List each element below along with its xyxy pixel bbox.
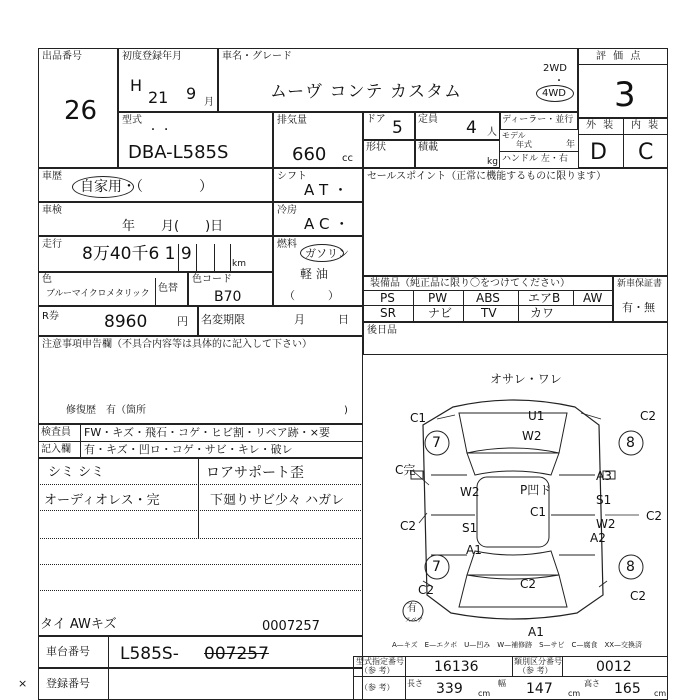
spec-ref: （参 考）: [360, 683, 395, 692]
equip-sr: SR: [380, 306, 396, 320]
first-reg-label: 初度登録年月: [122, 51, 182, 62]
name-change-label: 名変期限: [201, 313, 245, 326]
spec-class-ref: （参 考）: [518, 666, 553, 675]
mark-c2-right: C2: [646, 509, 663, 523]
spec-len-unit: cm: [478, 689, 491, 698]
spec-hgt-label: 高さ: [584, 679, 600, 688]
fuel-value2: 軽 油: [300, 267, 328, 281]
mileage-label: 走行: [42, 239, 62, 250]
warranty-value: 有・無: [622, 301, 655, 314]
spec-hgt-value: 165: [614, 681, 641, 697]
color-label: 色: [42, 274, 52, 285]
car-name-label: 車名・グレード: [222, 51, 292, 62]
warranty-label: 新車保証書: [617, 279, 663, 289]
dealer-label: ディーラー・並行: [502, 115, 574, 125]
aircon-label: 冷房: [277, 205, 297, 216]
history-label: 車歴: [42, 171, 62, 182]
equip-abs: ABS: [476, 291, 500, 305]
owner-box: [363, 322, 668, 355]
model-marks: ・ ・: [148, 125, 172, 136]
first-reg-month: 9: [186, 84, 197, 103]
mark-a1-rear: A1: [528, 625, 544, 639]
mark-w2-hood: W2: [522, 429, 542, 443]
drive-2wd: 2WD: [543, 63, 567, 74]
repair-history: 修復歴 有（箇所: [66, 405, 146, 416]
first-reg-year: 21: [148, 88, 169, 107]
inspection-value: 年 月( )日: [122, 219, 224, 234]
spec-class-label: 類別区分番号: [514, 657, 562, 666]
fuel-value3: （ ）: [284, 289, 339, 302]
spec-len-value: 339: [436, 681, 463, 697]
color-code-value: B70: [214, 289, 242, 305]
equip-navi: ナビ: [428, 306, 453, 320]
spare-value: 有: [407, 603, 417, 614]
equipment-label: 装備品（純正品に限り〇をつけてください）: [370, 278, 570, 289]
name-change-value: 月 日: [294, 313, 349, 326]
mark-u1: U1: [528, 409, 545, 423]
owner-label: 後日品: [367, 325, 397, 336]
remark-2: オーディオレス・完: [44, 493, 160, 508]
mark-c1-front: C1: [410, 411, 427, 425]
mileage-value: 8万40千6 1 9: [82, 244, 192, 264]
mark-a1-left: A1: [466, 543, 482, 557]
doors-value: 5: [392, 118, 403, 138]
selling-box: [363, 168, 668, 276]
load-unit: kg: [487, 157, 498, 167]
chassis-label: 車台番号: [46, 645, 90, 658]
spec-wid-value: 147: [526, 681, 553, 697]
mark-c2-front-right: C2: [640, 409, 657, 423]
spec-type-label: 型式指定番号: [356, 657, 404, 666]
spec-len-label: 長さ: [407, 679, 423, 688]
ext-label: 外 装: [586, 120, 616, 131]
selling-label: セールスポイント（正常に機能するものに限ります）: [367, 171, 607, 182]
color-value: ブルーマイクロメタリック: [46, 289, 150, 299]
spec-hgt-unit: cm: [654, 689, 667, 698]
chassis-value: L585S-: [120, 644, 179, 664]
equip-leather: カワ: [530, 306, 555, 320]
car-name-value: ムーヴ コンテ カスタム: [270, 82, 462, 102]
spec-type-ref: （参 考）: [360, 666, 395, 675]
model-year-label2: 年式: [516, 140, 532, 149]
capacity-value: 4: [466, 118, 477, 138]
capacity-unit: 人: [487, 127, 497, 138]
recycle-label: R券: [42, 311, 59, 322]
aircon-value: A C ・: [304, 215, 350, 233]
displacement-value: 660: [292, 144, 327, 165]
mark-c2-rear: C2: [520, 577, 537, 591]
lot-number: 26: [64, 96, 98, 126]
model-label: 型式: [122, 115, 142, 126]
diagram-top-note: オサレ・ワレ: [490, 372, 562, 386]
equip-tv: TV: [481, 306, 497, 320]
doors-label: ドア: [366, 114, 386, 125]
history-value: 自家用・（ ）: [80, 179, 213, 195]
equip-ps: PS: [380, 291, 395, 305]
recycle-unit: 円: [177, 315, 188, 328]
margin-mark: ×: [18, 677, 28, 690]
int-value: C: [638, 140, 654, 165]
displacement-label: 排気量: [277, 115, 307, 126]
mark-a2: A2: [590, 531, 606, 545]
tire-rear-right: 8: [626, 559, 635, 575]
spec-wid-unit: cm: [568, 689, 581, 698]
notes-label: 注意事項申告欄（不具合内容等は具体的に記入して下さい）: [42, 339, 312, 350]
remark-3: ロアサポート歪: [206, 465, 304, 481]
first-reg-month-unit: 月: [204, 97, 214, 108]
equip-aw: AW: [583, 291, 603, 305]
shift-value: A T ・: [304, 181, 348, 199]
shape-label: 形状: [366, 142, 386, 153]
ext-value: D: [590, 140, 607, 165]
inspector-value: FW・キズ・飛石・コゲ・ヒビ割・リペア跡・×要: [84, 426, 330, 439]
mark-s1-left: S1: [462, 521, 478, 535]
color-change-label: 色替: [158, 283, 178, 294]
remark-5: タイ AWキズ: [40, 617, 117, 632]
tire-front-right: 8: [626, 435, 635, 451]
fuel-label: 燃料: [277, 239, 297, 250]
registration-label: 登録番号: [46, 677, 90, 690]
load-label: 積載: [418, 142, 438, 153]
score-value: 3: [614, 75, 636, 115]
first-reg-era: H: [130, 76, 143, 95]
mark-c2-rear-left: C2: [418, 583, 435, 597]
mark-w2-right: W2: [596, 517, 616, 531]
spec-class-value: 0012: [596, 659, 632, 675]
shift-label: シフト: [277, 171, 307, 182]
mileage-unit: km: [232, 259, 246, 269]
lot-label: 出品番号: [42, 51, 82, 62]
mark-c2-left: C2: [400, 519, 417, 533]
score-label: 評 価 点: [596, 51, 643, 62]
mark-p-roof: P凹ド: [520, 483, 552, 497]
tire-front-left: 7: [432, 435, 441, 451]
remark-4: 下廻りサビ少々 ハガレ: [210, 493, 345, 508]
drive-4wd: 4WD: [542, 88, 566, 99]
inspector-label: 検査員: [41, 427, 71, 438]
mark-c2-rear-right: C2: [630, 589, 647, 603]
spec-wid-label: 幅: [498, 679, 506, 688]
mark-c-kan: C完: [395, 463, 416, 477]
handle-label: ハンドル 左・右: [502, 154, 568, 164]
repair-close: ): [344, 405, 348, 416]
record-value: 有・キズ・凹ロ・コゲ・サビ・キレ・破レ: [84, 443, 293, 456]
model-year-unit: 年: [566, 140, 576, 150]
damage-legend: A—キズ E—エクボ U—凹み W—補修跡 S—サビ C—腐食 XX—交換済: [392, 641, 643, 649]
mark-w2-left: W2: [460, 485, 480, 499]
spare-label: スペア: [405, 617, 424, 624]
equip-pw: PW: [428, 291, 448, 305]
capacity-label: 定員: [418, 114, 438, 125]
inspection-label: 車検: [42, 205, 62, 216]
recycle-value: 8960: [104, 312, 148, 332]
spec-type-value: 16136: [434, 659, 479, 675]
record-label: 記入欄: [41, 444, 71, 455]
displacement-unit: cc: [342, 153, 353, 164]
equip-airbag: エアB: [528, 291, 561, 305]
tire-rear-left: 7: [432, 559, 441, 575]
chassis-new: 0007257: [262, 619, 320, 634]
chassis-struck: 007257: [204, 644, 269, 664]
mark-c1-roof: C1: [530, 505, 547, 519]
model-year-label1: モデル: [502, 131, 526, 140]
mark-a3: A3: [596, 469, 612, 483]
int-label: 内 装: [631, 120, 661, 131]
color-code-label: 色コード: [192, 274, 232, 285]
mark-s1-right: S1: [596, 493, 612, 507]
model-value: DBA-L585S: [128, 142, 229, 163]
fuel-value1: ガソリン: [305, 247, 349, 260]
drive-sep: ・: [554, 76, 564, 87]
remark-1: シミ シミ: [48, 465, 105, 480]
